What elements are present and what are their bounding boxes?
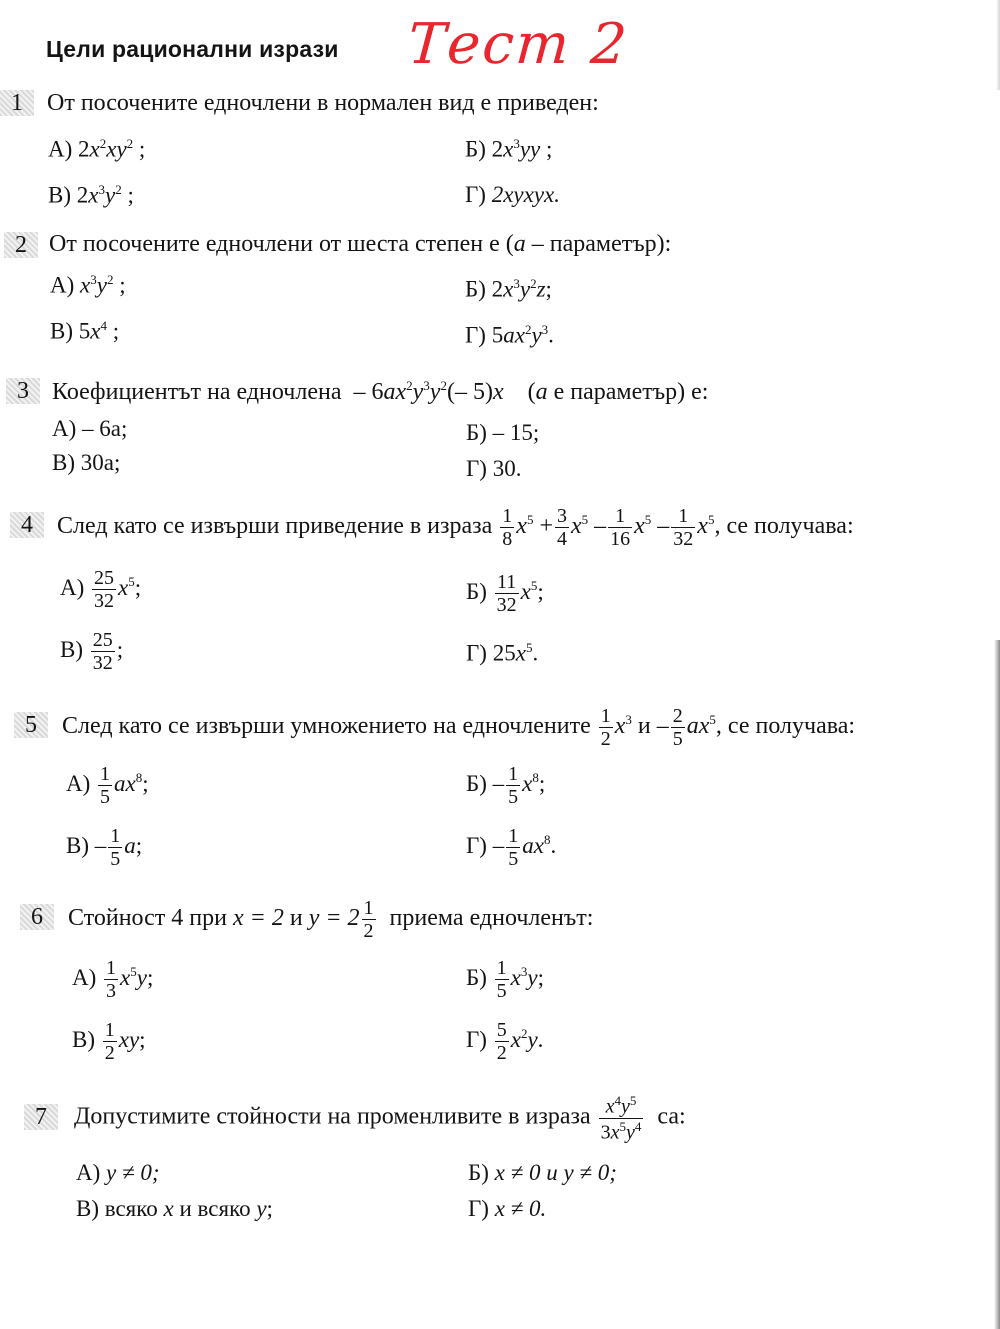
exponent: 8 <box>532 770 539 786</box>
page-edge-shadow-top <box>996 0 1000 90</box>
punctuation: ; <box>112 318 120 344</box>
fraction <box>495 1020 509 1063</box>
variable: y <box>626 1121 635 1144</box>
fraction <box>506 826 520 869</box>
denominator: 5 <box>508 786 519 808</box>
question-number: 4 <box>10 512 44 538</box>
option-value: всяко <box>104 1196 164 1221</box>
numerator: 1 <box>508 763 519 785</box>
question-number: 5 <box>14 712 48 738</box>
option-v[interactable] <box>50 318 119 345</box>
option-a[interactable] <box>66 764 149 807</box>
option-value: 30a; <box>80 450 121 475</box>
variable: x <box>510 1026 521 1052</box>
option-label: А) <box>72 964 97 990</box>
variable: y <box>136 964 147 990</box>
exponent: 3 <box>423 378 430 393</box>
exponent: 2 <box>406 378 413 393</box>
exponent: 2 <box>126 136 134 151</box>
option-v[interactable] <box>60 630 123 673</box>
question-text-part: – параметър): <box>525 231 672 257</box>
variable: y <box>104 182 116 208</box>
question-number: 7 <box>24 1104 58 1130</box>
option-a[interactable] <box>72 958 153 1001</box>
exponent: 3 <box>513 276 520 291</box>
punctuation: ; <box>135 832 143 858</box>
punctuation: ; <box>545 276 552 302</box>
option-value: 30. <box>492 456 522 481</box>
question-number: 3 <box>6 378 40 404</box>
option-a[interactable] <box>50 272 126 299</box>
option-label: Б) <box>466 770 487 796</box>
exponent: 3 <box>98 182 105 197</box>
option-g[interactable] <box>466 826 556 869</box>
option-a[interactable] <box>48 136 145 163</box>
condition: y = 2 <box>308 905 360 932</box>
option-label: В) <box>50 318 73 344</box>
fraction <box>495 958 509 1001</box>
option-label: Г) <box>466 456 487 481</box>
exponent: 8 <box>135 770 143 786</box>
numerator: 1 <box>104 1019 115 1041</box>
variable: x <box>120 964 131 990</box>
exponent: 5 <box>709 712 716 728</box>
punctuation: ; <box>537 964 544 990</box>
numerator: 1 <box>608 506 632 528</box>
question-number: 1 <box>0 90 34 116</box>
option-label: Б) <box>466 578 487 604</box>
punctuation: ; <box>146 964 154 990</box>
punctuation: ; <box>134 574 142 600</box>
option-a[interactable] <box>52 416 127 442</box>
expression-coefficient: – 6 <box>353 379 384 405</box>
operator: – <box>656 713 669 740</box>
question-text-part: е параметър) е: <box>547 379 709 405</box>
question-text-part: , се получава: <box>715 713 856 740</box>
parameter: a <box>513 231 526 257</box>
punctuation: ; <box>266 1196 273 1221</box>
question-text <box>68 898 593 941</box>
variable: xy <box>106 136 127 162</box>
variable: y <box>519 276 531 302</box>
option-label: В) <box>48 182 71 208</box>
fraction <box>104 958 118 1001</box>
question-text-part: приема едночленът: <box>389 905 594 932</box>
punctuation: . <box>548 322 554 348</box>
question-text <box>62 706 855 749</box>
parameter: a <box>535 379 548 405</box>
variable: y <box>96 272 107 298</box>
variable: x <box>610 1121 620 1144</box>
numerator: 1 <box>363 897 374 919</box>
variable: x <box>80 272 91 298</box>
option-label: Г) <box>466 832 487 858</box>
variable: y <box>527 964 538 990</box>
variable: a <box>124 832 136 858</box>
punctuation: ; <box>142 770 149 796</box>
fraction <box>671 706 685 749</box>
numerator: 1 <box>110 825 121 847</box>
numerator: 1 <box>671 506 695 528</box>
option-a[interactable] <box>76 1160 160 1186</box>
question-text-part: Коефициентът на едночлена <box>52 379 342 405</box>
expression-factor: (– 5) <box>446 379 493 405</box>
denominator: 2 <box>496 1042 507 1064</box>
numerator: 1 <box>508 825 519 847</box>
variable: x <box>520 578 531 604</box>
variable: ax <box>503 322 525 348</box>
option-b[interactable] <box>466 572 544 615</box>
denominator: 5 <box>100 786 111 808</box>
question-text-part: ( <box>527 379 536 405</box>
denominator: 8 <box>502 528 513 550</box>
coefficient: 2 <box>491 136 504 162</box>
exponent: 5 <box>629 1093 637 1108</box>
fraction <box>555 506 569 549</box>
fraction <box>98 764 112 807</box>
option-label: В) <box>72 1026 95 1052</box>
variable: ax <box>114 770 136 796</box>
punctuation: ; <box>127 182 134 208</box>
question-number: 6 <box>20 904 54 930</box>
numerator: 11 <box>495 572 519 594</box>
exponent: 5 <box>526 512 534 528</box>
punctuation: ; <box>116 636 124 662</box>
exponent: 3 <box>513 136 520 151</box>
option-g[interactable] <box>465 322 554 349</box>
option-g[interactable] <box>465 182 560 208</box>
exponent: 2 <box>440 378 447 393</box>
coefficient: 5 <box>491 322 504 348</box>
question-text <box>74 1094 686 1142</box>
question-text-part: Стойност 4 при <box>68 905 227 932</box>
variable: y <box>527 1026 538 1052</box>
conjunction: и <box>289 905 303 932</box>
exponent: 5 <box>525 640 533 655</box>
exponent: 5 <box>619 1118 626 1134</box>
exponent: 2 <box>115 182 122 197</box>
exponent: 2 <box>520 1026 528 1042</box>
variable: x <box>88 182 99 208</box>
exponent: 5 <box>130 964 137 980</box>
question-text-part: Допустимите стойности на променливите в израза <box>74 1103 591 1130</box>
fraction <box>92 568 116 611</box>
expression: 2xyxyx. <box>491 182 561 207</box>
variable: y <box>429 379 441 405</box>
variable: ax <box>383 379 407 405</box>
exponent: 5 <box>707 512 715 528</box>
exponent: 3 <box>90 272 97 287</box>
denominator: 16 <box>610 528 631 550</box>
denominator: 32 <box>92 652 113 674</box>
denominator: 32 <box>94 590 115 612</box>
variable: x <box>492 379 504 405</box>
option-label: В) <box>52 450 75 475</box>
numerator: 25 <box>92 629 113 651</box>
denominator: 3 <box>106 980 117 1002</box>
option-g[interactable] <box>466 640 538 667</box>
numerator: 2 <box>672 705 683 727</box>
question-text <box>52 378 708 406</box>
denominator <box>599 1119 644 1143</box>
option-b[interactable] <box>465 276 552 303</box>
fraction <box>91 630 115 673</box>
fraction <box>495 572 519 615</box>
option-label: Г) <box>465 182 486 207</box>
variable: xy <box>118 1026 140 1052</box>
question-text-part: От посочените едночлени от шеста степен е ( <box>49 231 514 257</box>
fraction <box>506 764 520 807</box>
fraction <box>108 826 122 869</box>
option-label: Г) <box>466 640 487 666</box>
exponent: 3 <box>520 964 528 980</box>
denominator: 5 <box>508 848 519 870</box>
coefficient: 2 <box>491 276 504 302</box>
punctuation: ; <box>138 136 146 162</box>
operator: – <box>657 513 670 540</box>
punctuation: ; <box>546 136 553 162</box>
option-label: Б) <box>465 136 486 162</box>
option-b[interactable] <box>466 764 545 807</box>
page-edge-shadow <box>994 640 1000 1329</box>
punctuation: ; <box>139 1026 146 1052</box>
coefficient: 2 <box>76 182 89 208</box>
exponent: 2 <box>106 272 114 287</box>
option-label: Г) <box>465 322 486 348</box>
option-label: В) <box>76 1196 99 1221</box>
numerator: 3 <box>556 505 567 527</box>
variable: x <box>89 136 100 162</box>
numerator: 25 <box>94 567 115 589</box>
question-text <box>57 506 854 549</box>
option-value: – 15; <box>492 420 540 445</box>
question-text-part: са: <box>657 1103 686 1130</box>
fraction <box>362 898 376 941</box>
variable: x <box>118 574 129 600</box>
option-value: – 6a; <box>82 416 128 441</box>
punctuation: ; <box>538 770 546 796</box>
question-text-part: След като се извърши приведение в израза <box>57 513 493 540</box>
numerator: 1 <box>100 763 111 785</box>
variable: y <box>256 1196 267 1221</box>
exponent: 5 <box>530 578 538 594</box>
exponent: 5 <box>581 512 589 528</box>
option-b[interactable] <box>465 136 552 163</box>
variable: x <box>605 1095 615 1118</box>
fraction <box>599 1094 644 1142</box>
exponent: 4 <box>100 318 107 333</box>
operator: – <box>594 513 607 540</box>
punctuation: . <box>532 640 539 666</box>
fraction <box>671 506 695 549</box>
option-g[interactable] <box>466 456 521 482</box>
question-number: 2 <box>4 232 38 258</box>
exponent: 5 <box>644 512 652 528</box>
exponent: 8 <box>543 832 551 848</box>
operator: – <box>492 832 505 858</box>
variable: ax <box>686 713 710 740</box>
operator: + <box>539 513 553 540</box>
exponent: 4 <box>614 1093 621 1108</box>
coefficient: 3 <box>600 1121 611 1144</box>
variable: ax <box>522 832 544 858</box>
coefficient: 25 <box>492 640 516 666</box>
variable: x <box>515 640 526 666</box>
variable: x <box>522 770 533 796</box>
variable: x <box>503 276 514 302</box>
coefficient: 5 <box>78 318 91 344</box>
exponent: 3 <box>541 322 549 337</box>
question-text: От посочените едночлени в нормален вид е приведен: <box>47 90 599 116</box>
option-label: А) <box>76 1160 101 1185</box>
numerator: 1 <box>502 505 513 527</box>
denominator: 5 <box>496 980 507 1002</box>
denominator: 2 <box>363 920 374 942</box>
option-label: Г) <box>468 1196 489 1221</box>
option-b[interactable] <box>466 420 539 446</box>
option-label: А) <box>48 136 73 162</box>
exponent: 2 <box>530 276 537 291</box>
option-b[interactable] <box>466 958 544 1001</box>
denominator: 32 <box>496 594 517 616</box>
denominator: 5 <box>672 728 683 750</box>
option-value: x ≠ 0 и y ≠ 0; <box>494 1160 617 1185</box>
variable: z <box>536 276 546 302</box>
numerator: 5 <box>496 1019 507 1041</box>
punctuation: ; <box>119 272 126 298</box>
option-b[interactable] <box>468 1160 617 1186</box>
punctuation: ; <box>537 578 544 604</box>
operator: – <box>94 832 107 858</box>
option-label: Б) <box>468 1160 489 1185</box>
condition: x = 2 <box>232 905 284 932</box>
option-v[interactable] <box>66 826 142 869</box>
option-value: x ≠ 0. <box>494 1196 547 1221</box>
option-v[interactable] <box>48 182 134 209</box>
numerator <box>599 1094 644 1119</box>
handwritten-note: Тест 2 <box>405 12 631 77</box>
option-value: y ≠ 0; <box>106 1160 160 1185</box>
variable: x <box>570 513 582 540</box>
fraction <box>103 1020 117 1063</box>
option-label: Г) <box>466 1026 487 1052</box>
conjunction: и <box>637 713 651 740</box>
question-text-part: , се получава: <box>714 513 854 540</box>
denominator: 2 <box>104 1042 115 1064</box>
variable: y <box>621 1095 630 1118</box>
variable: y <box>531 322 542 348</box>
coefficient: 2 <box>78 136 90 162</box>
option-g[interactable] <box>468 1196 546 1222</box>
option-label: В) <box>60 636 83 662</box>
exponent: 2 <box>99 136 107 151</box>
variable: x <box>163 1196 174 1221</box>
option-label: А) <box>66 770 91 796</box>
denominator: 32 <box>673 528 694 550</box>
question-text-part: След като се извърши умножението на едночлените <box>62 713 591 740</box>
option-label: А) <box>52 416 77 441</box>
denominator: 4 <box>556 528 567 550</box>
fraction <box>599 706 613 749</box>
exponent: 5 <box>128 574 135 590</box>
option-v[interactable] <box>76 1196 273 1222</box>
variable: y <box>412 379 424 405</box>
numerator: 1 <box>600 705 611 727</box>
option-label: А) <box>50 272 75 298</box>
punctuation: . <box>537 1026 544 1052</box>
numerator: 1 <box>106 957 117 979</box>
option-label: Б) <box>466 964 487 990</box>
exponent: 4 <box>634 1118 642 1134</box>
denominator: 2 <box>600 728 611 750</box>
option-v[interactable] <box>72 1020 146 1063</box>
variable: x <box>614 713 626 740</box>
fraction <box>608 506 632 549</box>
fraction <box>500 506 514 549</box>
variable: x <box>634 513 645 540</box>
page-title: Цели рационални изрази <box>46 36 339 62</box>
variable: x <box>90 318 101 344</box>
option-g[interactable] <box>466 1020 543 1063</box>
question-text <box>49 231 671 258</box>
option-label: Б) <box>465 276 486 302</box>
variable: x <box>510 964 521 990</box>
operator: – <box>492 770 505 796</box>
punctuation: . <box>550 832 557 858</box>
exponent: 3 <box>625 712 632 728</box>
denominator: 5 <box>110 848 121 870</box>
numerator: 1 <box>496 957 507 979</box>
option-label: А) <box>60 574 85 600</box>
option-label: Б) <box>466 420 487 445</box>
variable: x <box>697 513 708 540</box>
option-a[interactable] <box>60 568 141 611</box>
variable: x <box>516 513 527 540</box>
variable: x <box>503 136 514 162</box>
option-v[interactable] <box>52 450 120 476</box>
variable: yy <box>519 136 541 162</box>
option-label: В) <box>66 832 89 858</box>
exponent: 2 <box>524 322 532 337</box>
option-value: и всяко <box>173 1196 257 1221</box>
